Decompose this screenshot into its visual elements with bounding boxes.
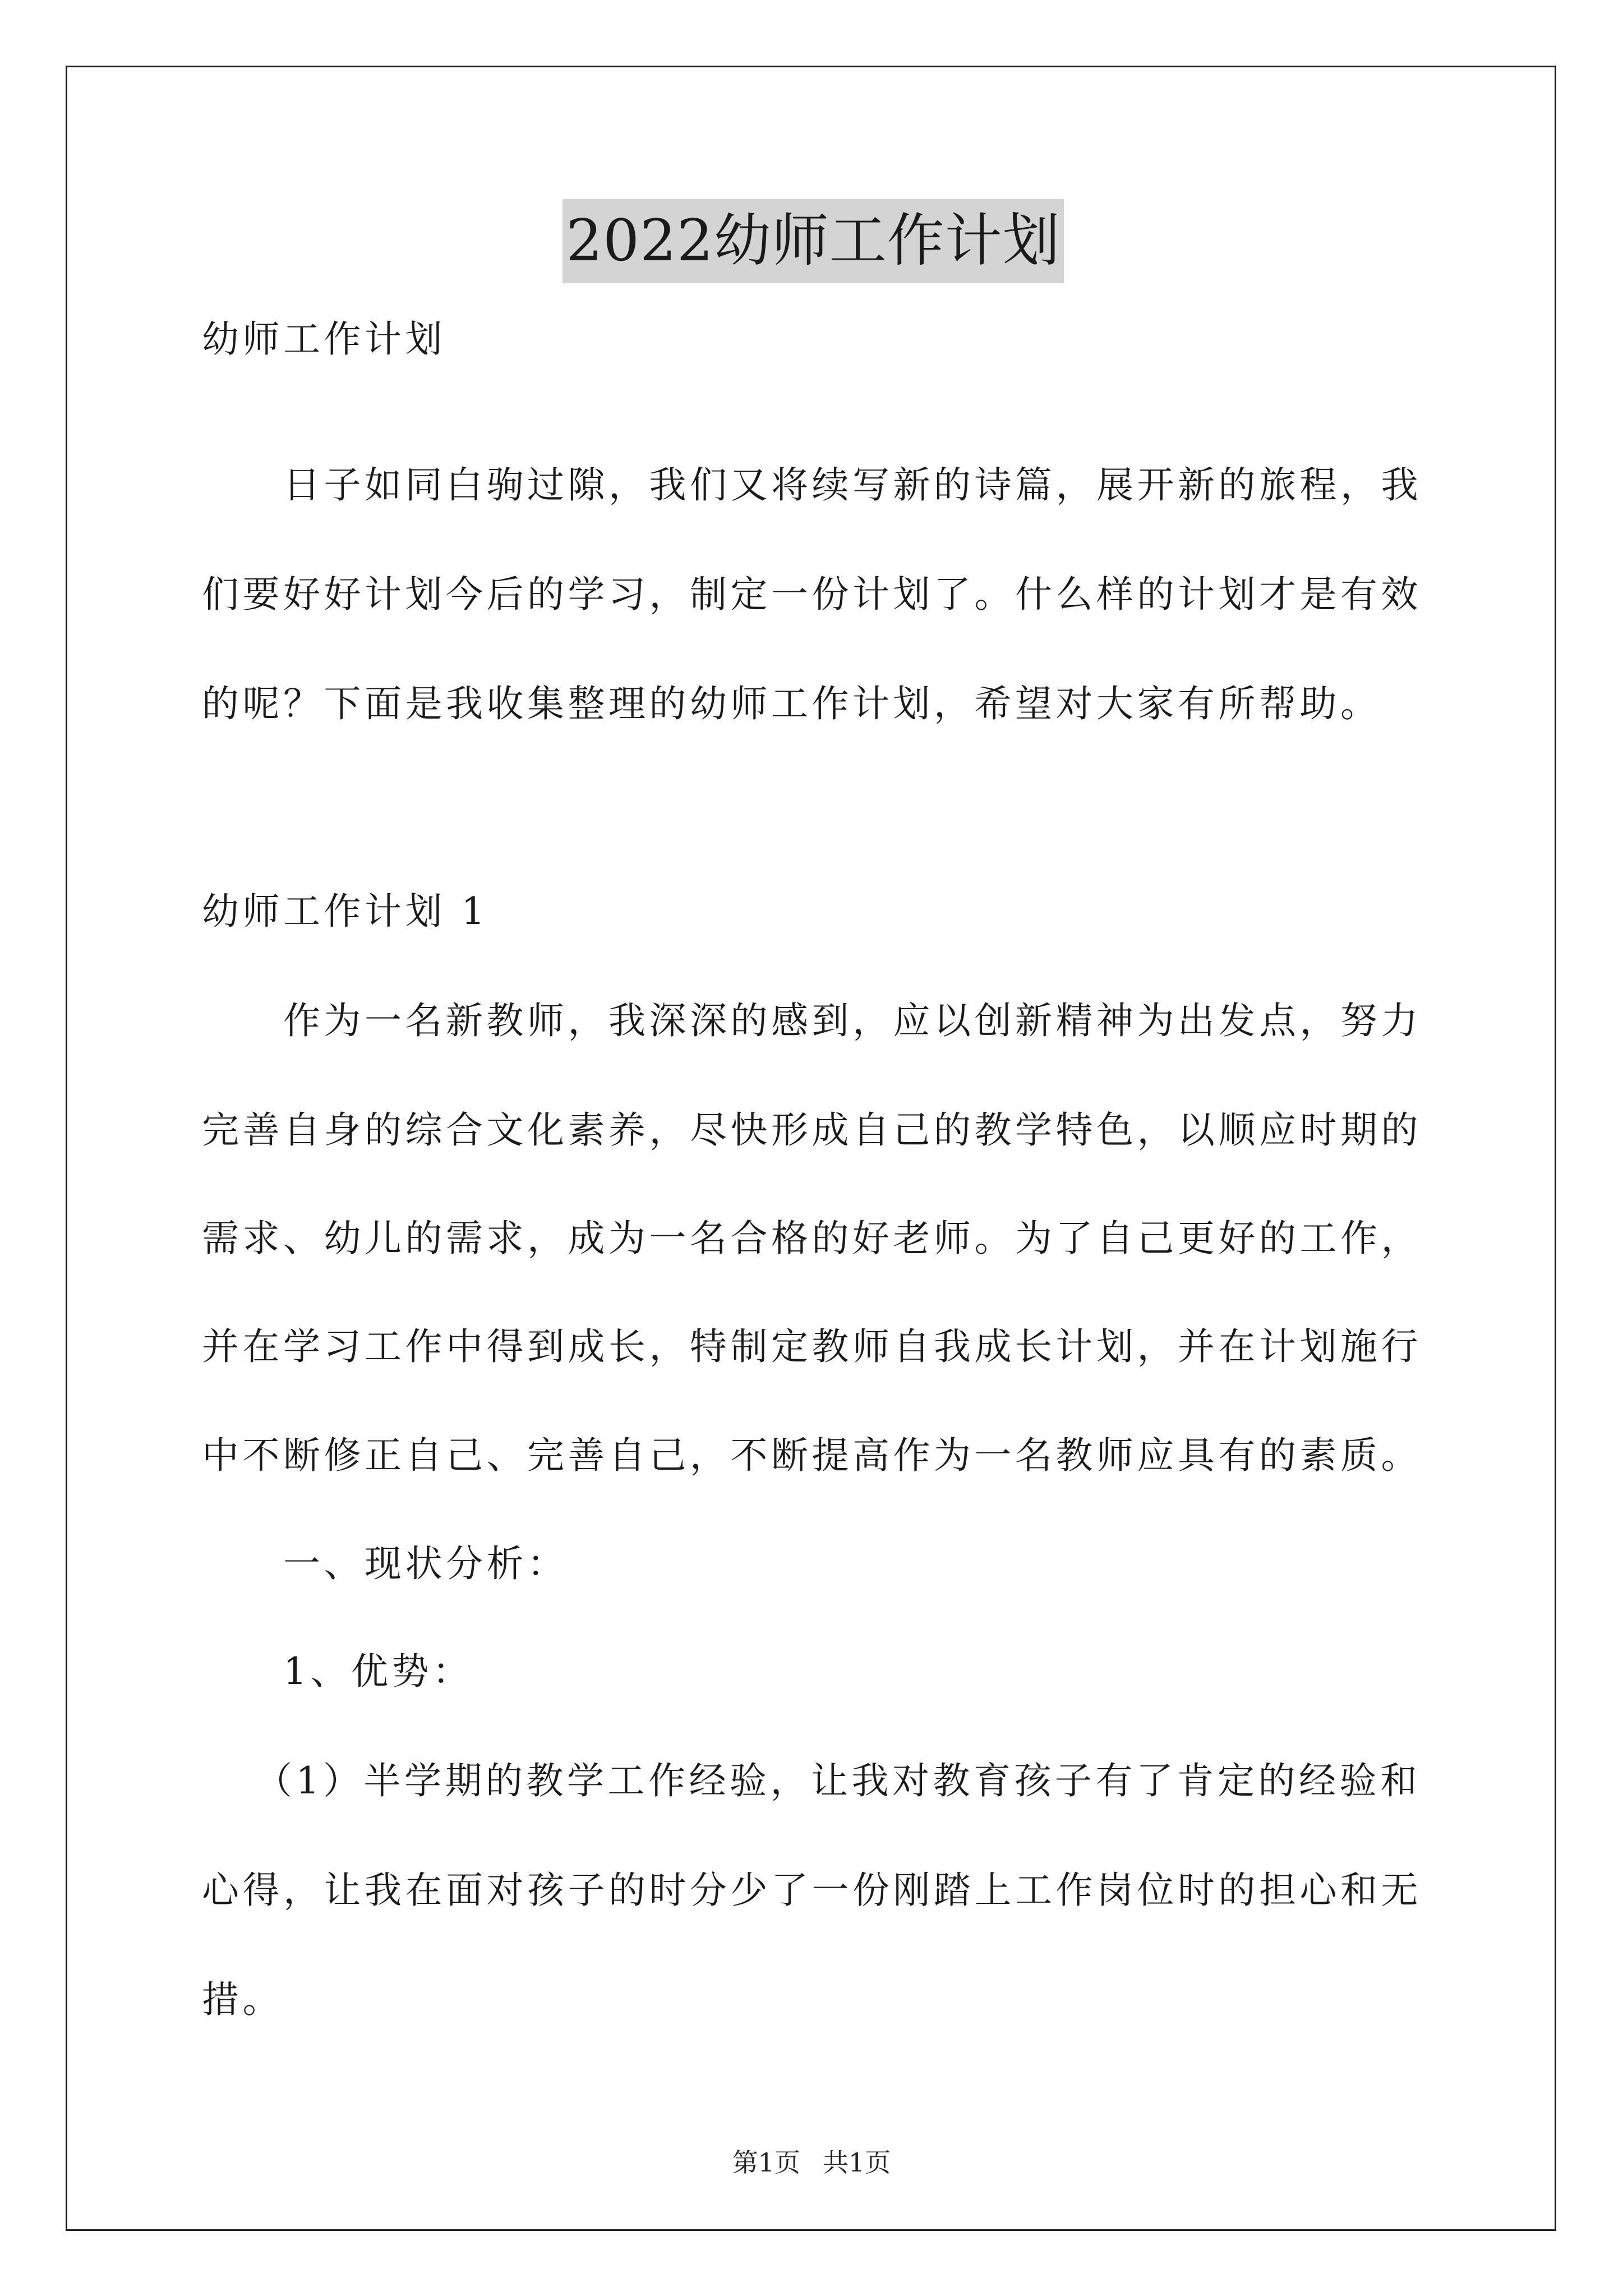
paragraph-line: 需求、幼儿的需求，成为一名合格的好老师。为了自己更好的工作， [202,1217,1422,1260]
page-footer [0,2146,1623,2179]
subheading: 1、优势： [283,1650,473,1693]
paragraph-line: 的呢？下面是我收集整理的幼师工作计划，希望对大家有所帮助。 [202,682,1381,725]
document-title: 2022幼师工作计划 [562,199,1064,283]
paragraph-line: 措。 [202,1978,283,2021]
page-total: 共1页 [823,2147,891,2178]
subheading: 一、现状分析： [283,1542,568,1585]
section-heading: 幼师工作计划 1 [202,890,488,933]
paragraph-line: 中不断修正自己、完善自己，不断提高作为一名教师应具有的素质。 [202,1434,1422,1477]
paragraph-line: （1）半学期的教学工作经验，让我对教育孩子有了肯定的经验和 [255,1759,1421,1802]
title-container [202,199,1424,283]
paragraph-line: 心得，让我在面对孩子的时分少了一份刚踏上工作岗位时的担心和无 [202,1869,1422,1912]
paragraph-line: 完善自身的综合文化素养，尽快形成自己的教学特色，以顺应时期的 [202,1108,1422,1152]
paragraph-line: 作为一名新教师，我深深的感到，应以创新精神为出发点，努力 [283,999,1422,1042]
paragraph-line: 们要好好计划今后的学习，制定一份计划了。什么样的计划才是有效 [202,573,1422,616]
paragraph-line: 日子如同白驹过隙，我们又将续写新的诗篇，展开新的旅程，我 [283,463,1422,507]
page-number: 第1页 [732,2147,800,2178]
paragraph-line: 并在学习工作中得到成长，特制定教师自我成长计划，并在计划施行 [202,1325,1422,1368]
section-heading: 幼师工作计划 [202,318,446,361]
